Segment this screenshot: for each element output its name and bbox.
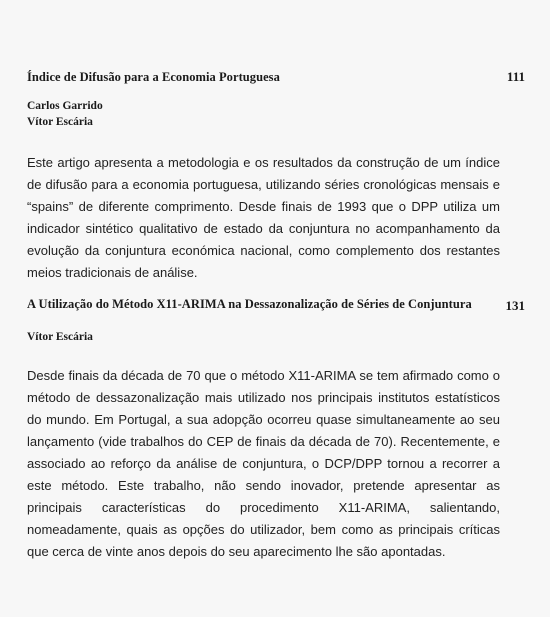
article-title: A Utilização do Método X11-ARIMA na Dessazonalização de Séries de Conjuntura [27,297,472,311]
toc-entry-header [27,295,527,315]
toc-entry [27,295,527,563]
page-number: 111 [506,69,525,84]
author-list [27,329,527,345]
article-title: Índice de Difusão para a Economia Portuguesa [27,70,280,84]
author-name: Vítor Escária [27,116,93,128]
page-number: 131 [505,298,525,313]
toc-entry [27,68,527,284]
author-name: Vítor Escária [27,331,93,343]
article-abstract: Desde finais da década de 70 que o método X11-ARIMA se tem afirmado como o método de dessazonalização mais utilizado nos principais institutos estatísticos do mundo. Em Portugal, a sua adopção ocorreu quase simultaneamente ao seu lançamento (vide trabalhos do CEP de finais da década de 70). Recentemente, e associado ao reforço da análise de conjuntura, o DCP/DPP tornou a recorrer a este método. Este trabalho, não sendo inovador, pretende apresentar as principais características do procedimento X11-ARIMA, salientando, nomeadamente, quais as opções do utilizador, bem como as principais críticas que cerca de vinte anos depois do seu aparecimento lhe são apontadas. [27,368,500,559]
article-abstract: Este artigo apresenta a metodologia e os resultados da construção de um índice de difusão para a economia portuguesa, utilizando séries cronológicas mensais e “spains” de diferente comprimento. Desde finais de 1993 que o DPP utiliza um indicador sintético qualitativo de estado da conjuntura no acompanhamento da evolução da conjuntura económica nacional, como complemento dos restantes meios tradicionais de análise. [27,155,500,280]
author-name: Carlos Garrido [27,100,103,112]
author-list [27,98,527,130]
toc-entry-header [27,68,527,88]
